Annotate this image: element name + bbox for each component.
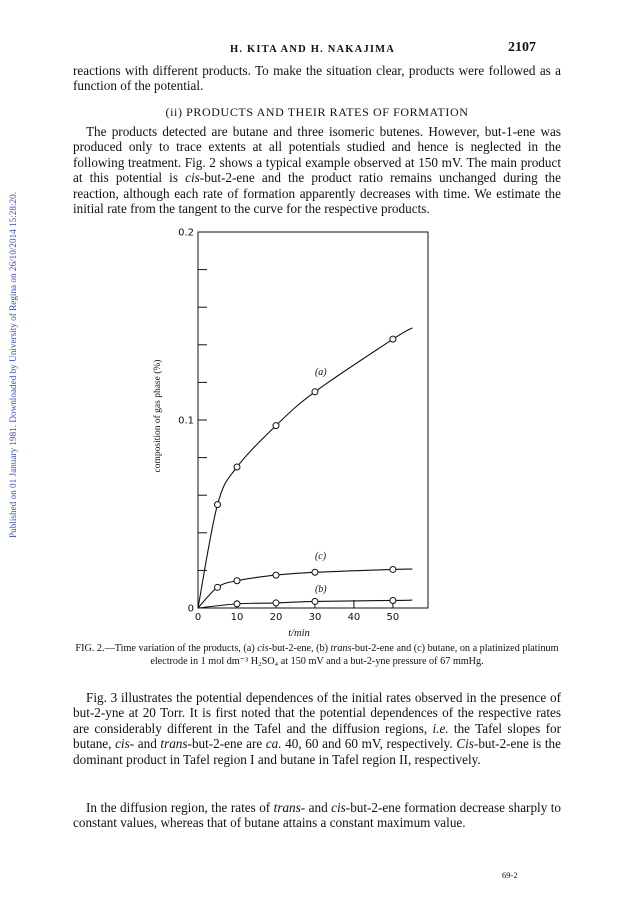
x-tick-label: 20 bbox=[269, 612, 283, 623]
x-tick-label: 30 bbox=[308, 612, 322, 623]
chart-ticks bbox=[198, 232, 393, 608]
x-tick-label: 10 bbox=[230, 612, 244, 623]
data-point bbox=[234, 464, 240, 470]
series-line-1 bbox=[198, 328, 412, 608]
figure-caption: FIG. 2.—Time variation of the products, (a) cis-but-2-ene, (b) trans-but-2-ene and (c) butane, on a platinized platinum electrode in 1 mol dm⁻³ H₂SO₄ at 150 mV and a but-2-yne pressure of 67 mmHg. bbox=[75, 643, 559, 667]
x-axis-label: t/min bbox=[288, 628, 310, 639]
data-point bbox=[390, 566, 396, 572]
paragraph-products: The products detected are butane and three isomeric butenes. However, but-1-ene was produced only to trace extents at all potentials studied and hence is neglected in the following treatment. Fig. 2 shows a typical example observed at 150 mV. The main product at this potential is cis-but-2-ene and the product ratio remains unchanged during the reaction, although each rate of formation apparently decreases with time. We estimate the initial rate from the tangent to the curve for the respective products. bbox=[73, 124, 561, 217]
x-tick-label: 50 bbox=[386, 612, 400, 623]
series-label: (c) bbox=[314, 551, 327, 563]
x-tick-label: 40 bbox=[347, 612, 361, 623]
signature-code: 69-2 bbox=[502, 870, 518, 880]
paragraph-figure-3: Fig. 3 illustrates the potential dependences of the initial rates observed in the presence of but-2-yne at 20 Torr. It is first noted that the potential dependences of the respective rates are considerably different in the Tafel and the diffusion regions, i.e. the Tafel slopes for butane, cis- and trans-but-2-ene are ca. 40, 60 and 60 mV, respectively. Cis-but-2-ene is the dominant product in Tafel region I and butane in Tafel region II, respectively. bbox=[73, 690, 562, 767]
plot-frame bbox=[198, 232, 428, 608]
running-head: H. KITA AND H. NAKAJIMA bbox=[230, 44, 396, 55]
data-point bbox=[312, 569, 318, 575]
data-point bbox=[312, 598, 318, 604]
y-tick-label: 0.2 bbox=[178, 227, 194, 239]
download-notice: Published on 01 January 1981. Downloaded by University of Regina on 26/10/2014 15:28:20. bbox=[8, 191, 18, 539]
data-point bbox=[273, 600, 279, 606]
y-tick-label: 0 bbox=[187, 603, 194, 615]
data-point bbox=[234, 578, 240, 584]
y-tick-label: 0.1 bbox=[178, 415, 194, 427]
paragraph-continued: reactions with different products. To make the situation clear, products were followed as a function of the potential. bbox=[73, 63, 561, 94]
x-tick-label: 0 bbox=[194, 612, 202, 623]
paragraph-diffusion-region: In the diffusion region, the rates of trans- and cis-but-2-ene formation decrease sharply to constant values, whereas that of butane attains a constant maximum value. bbox=[73, 800, 562, 831]
page-number: 2107 bbox=[508, 40, 536, 55]
data-point bbox=[312, 389, 318, 395]
data-point bbox=[214, 584, 220, 590]
series-label: (a) bbox=[314, 366, 327, 378]
data-point bbox=[214, 502, 220, 508]
data-point bbox=[390, 336, 396, 342]
figure-2-chart bbox=[150, 222, 440, 642]
chart-curves bbox=[198, 328, 412, 608]
data-point bbox=[390, 597, 396, 603]
chart-points bbox=[214, 336, 395, 607]
data-point bbox=[273, 572, 279, 578]
data-point bbox=[234, 601, 240, 607]
series-label: (b) bbox=[314, 584, 327, 596]
y-axis-label: composition of gas phase (%) bbox=[153, 359, 163, 473]
series-line-2 bbox=[198, 600, 412, 608]
data-point bbox=[273, 423, 279, 429]
chart-axes bbox=[198, 232, 428, 608]
section-heading: (ii) PRODUCTS AND THEIR RATES OF FORMATION bbox=[165, 105, 469, 119]
